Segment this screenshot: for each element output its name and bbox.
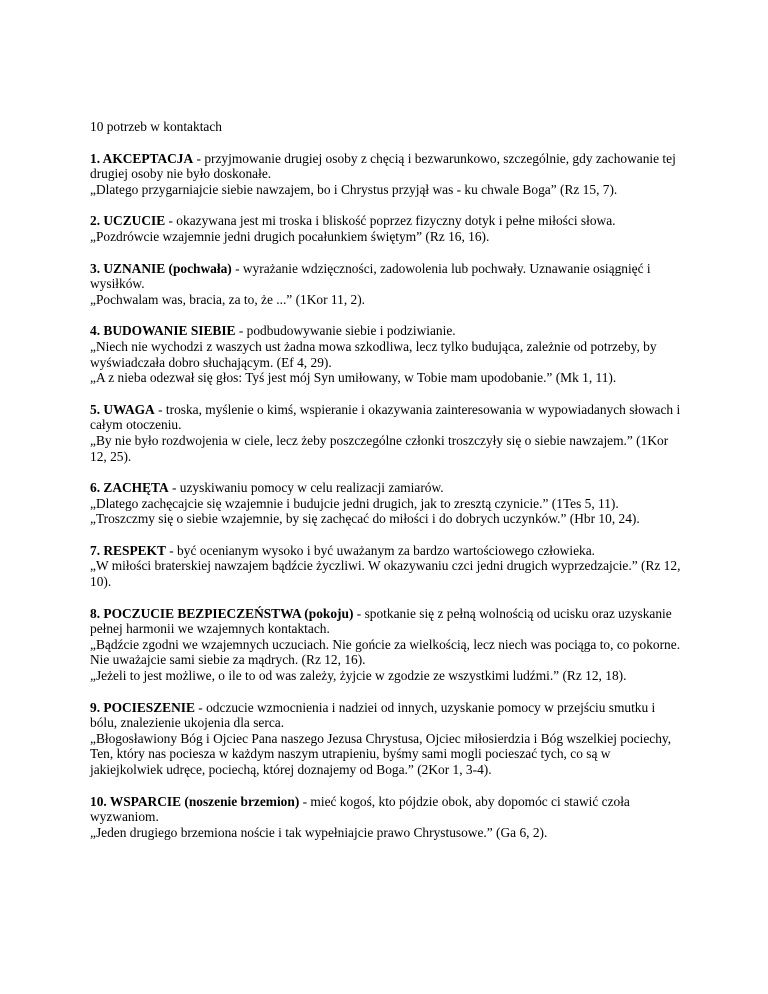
bible-quote: „Niech nie wychodzi z waszych ust żadna mowa szkodliwa, lecz tylko budująca, zależnie od potrzeby, by wyświadczała dobro słuchającym. (Ef 4, 29). [90,338,657,370]
need-entry [90,261,684,308]
need-description: - uzyskiwaniu pomocy w celu realizacji zamiarów. [168,480,444,496]
need-heading: 4. BUDOWANIE SIEBIE [90,323,236,339]
need-definition [90,213,684,229]
need-definition [90,151,684,182]
bible-quote: „Jeżeli to jest możliwe, o ile to od was zależy, żyjcie w zgodzie ze wszystkimi ludźmi.” (Rz 12, 18). [90,668,627,684]
need-heading: 10. WSPARCIE (noszenie brzemion) [90,793,300,809]
bible-quote: „Jeden drugiego brzemiona noście i tak wypełniajcie prawo Chrystusowe.” (Ga 6, 2). [90,824,548,840]
need-entry [90,323,684,385]
bible-quote: „W miłości braterskiej nawzajem bądźcie życzliwi. W okazywaniu czci jedni drugich wyprzedzajcie.” (Rz 12, 10). [90,558,681,590]
need-definition [90,543,684,559]
need-entry [90,402,684,464]
need-entry [90,794,684,841]
need-description: - mieć kogoś, kto pójdzie obok, aby dopomóc ci stawić czoła wyzwaniom. [90,793,630,825]
need-heading: 9. POCIESZENIE [90,699,195,715]
need-description: - wyrażanie wdzięczności, zadowolenia lub pochwały. Uznawanie osiągnięć i wysiłków. [90,260,651,292]
need-heading: 5. UWAGA [90,401,155,417]
bible-quote: „Pochwalam was, bracia, za to, że ...” (1Kor 11, 2). [90,291,366,307]
bible-quote: „Bądźcie zgodni we wzajemnych uczuciach. Nie gońcie za wielkością, lecz niech was pociąga to, co pokorne. Nie uważajcie sami siebie za mądrych. (Rz 12, 16). [90,636,681,668]
need-entry [90,213,684,244]
document-title: 10 potrzeb w kontaktach [90,119,223,134]
bible-quote: „A z nieba odezwał się głos: Tyś jest mój Syn umiłowany, w Tobie mam upodobanie.” (Mk 1, 11). [90,370,617,386]
bible-quote: „Dlatego zachęcajcie się wzajemnie i budujcie jedni drugich, jak to zresztą czynicie.” (1Tes 5, 11). [90,495,619,511]
need-entry [90,606,684,684]
need-description: - podbudowywanie siebie i podziwianie. [235,323,456,339]
need-description: - być ocenianym wysoko i być uważanym za bardzo wartościowego człowieka. [165,542,595,558]
need-heading: 1. AKCEPTACJA [90,150,194,166]
bible-quote: „Pozdrówcie wzajemnie jedni drugich pocałunkiem świętym” (Rz 16, 16). [90,228,490,244]
need-definition [90,606,684,637]
document-page [90,119,684,856]
bible-quote: „Troszczmy się o siebie wzajemnie, by się zachęcać do miłości i do dobrych uczynków.” (Hbr 10, 24). [90,511,640,527]
bible-quote: „Błogosławiony Bóg i Ojciec Pana naszego Jezusa Chrystusa, Ojciec miłosierdzia i Bóg wszelkiej pociechy, Ten, który nas pociesza w każdym naszym utrapieniu, byśmy sami mogli pocieszać tych, co są w jakiejkolwiek udręce, pociechą, której doznajemy od Boga.” (2Kor 1, 3-4). [90,730,672,777]
need-entry [90,151,684,198]
need-entry [90,480,684,527]
needs-list [90,151,684,841]
need-definition [90,794,684,825]
need-definition [90,323,684,339]
bible-quote: „By nie było rozdwojenia w ciele, lecz żeby poszczególne członki troszczyły się o siebie nawzajem.” (1Kor 12, 25). [90,432,669,464]
need-heading: 6. ZACHĘTA [90,480,169,496]
need-definition [90,700,684,731]
need-heading: 8. POCZUCIE BEZPIECZEŃSTWA (pokoju) [90,605,354,621]
need-entry [90,543,684,590]
need-heading: 7. RESPEKT [90,542,166,558]
need-definition [90,402,684,433]
need-heading: 2. UCZUCIE [90,213,166,229]
need-definition [90,480,684,496]
need-description: - przyjmowanie drugiej osoby z chęcią i bezwarunkowo, szczególnie, gdy zachowanie tej drugiej osoby nie było doskonałe. [90,150,676,182]
need-definition [90,261,684,292]
need-description: - spotkanie się z pełną wolnością od ucisku oraz uzyskanie pełnej harmonii we wzajemnych kontaktach. [90,605,672,637]
need-entry [90,700,684,778]
need-description: - odczucie wzmocnienia i nadziei od innych, uzyskanie pomocy w przejściu smutku i bólu, znalezienie ukojenia dla serca. [90,699,656,731]
need-description: - okazywana jest mi troska i bliskość poprzez fizyczny dotyk i pełne miłości słowa. [165,213,616,229]
bible-quote: „Dlatego przygarniajcie siebie nawzajem, bo i Chrystus przyjął was - ku chwale Boga” (Rz 15, 7). [90,181,618,197]
need-heading: 3. UZNANIE (pochwała) [90,260,232,276]
need-description: - troska, myślenie o kimś, wspieranie i okazywania zainteresowania w wypowiadanych słowach i całym otoczeniu. [90,401,681,433]
